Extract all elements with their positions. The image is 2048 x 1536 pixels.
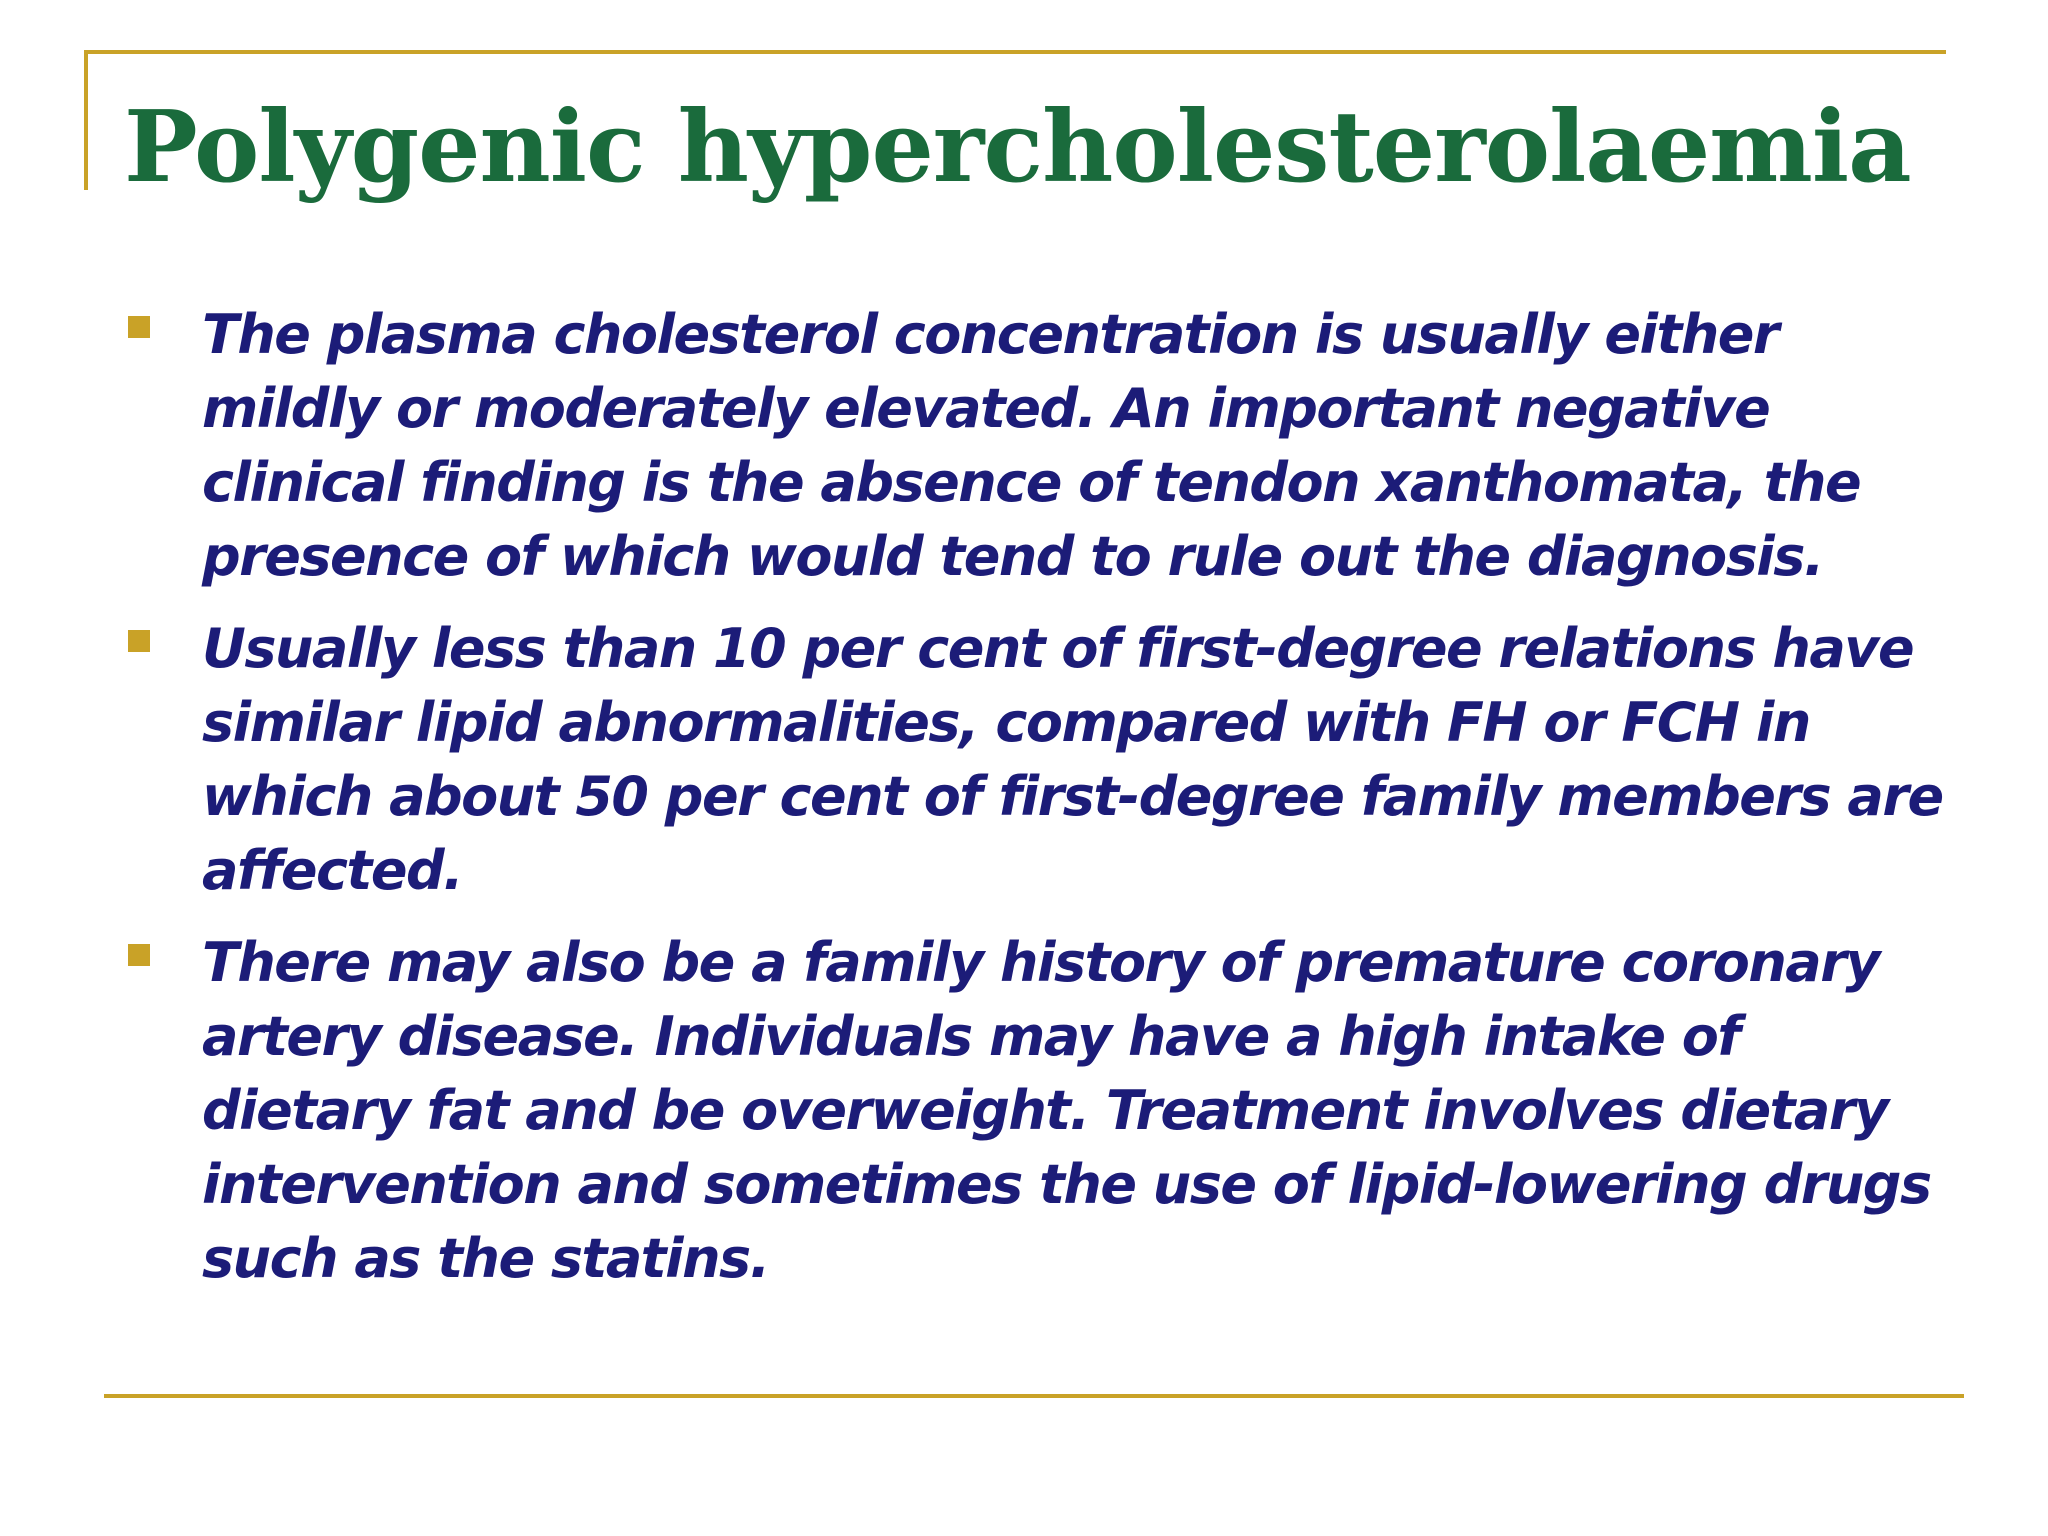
bullet-text: The plasma cholesterol concentration is usually either mildly or moderately elevated. An important negative clinical finding is the absence of tendon xanthomata, the presence of which would tend to rule out the diagnosis.: [202, 303, 1861, 588]
square-bullet-icon: [128, 630, 150, 652]
bullet-text: There may also be a family history of premature coronary artery disease. Individuals may have a high intake of dietary fat and be overweight. Treatment involves dietary intervention and sometimes the use of lipid-lowering drugs such as the statins.: [202, 931, 1931, 1290]
bullet-item-1: [124, 298, 1944, 594]
square-bullet-icon: [128, 316, 150, 338]
frame-left-rule: [84, 50, 88, 190]
bullet-text: Usually less than 10 per cent of first-degree relations have similar lipid abnormalities, compared with FH or FCH in which about 50 per cent of first-degree family members are affected.: [202, 617, 1943, 902]
frame-top-rule: [84, 50, 1946, 54]
bullet-item-3: [124, 926, 1944, 1296]
slide-title: Polygenic hypercholesterolaemia: [124, 90, 1911, 205]
bullet-list: [124, 298, 1944, 1314]
bullet-item-2: [124, 612, 1944, 908]
frame-bottom-rule: [104, 1394, 1964, 1398]
square-bullet-icon: [128, 944, 150, 966]
